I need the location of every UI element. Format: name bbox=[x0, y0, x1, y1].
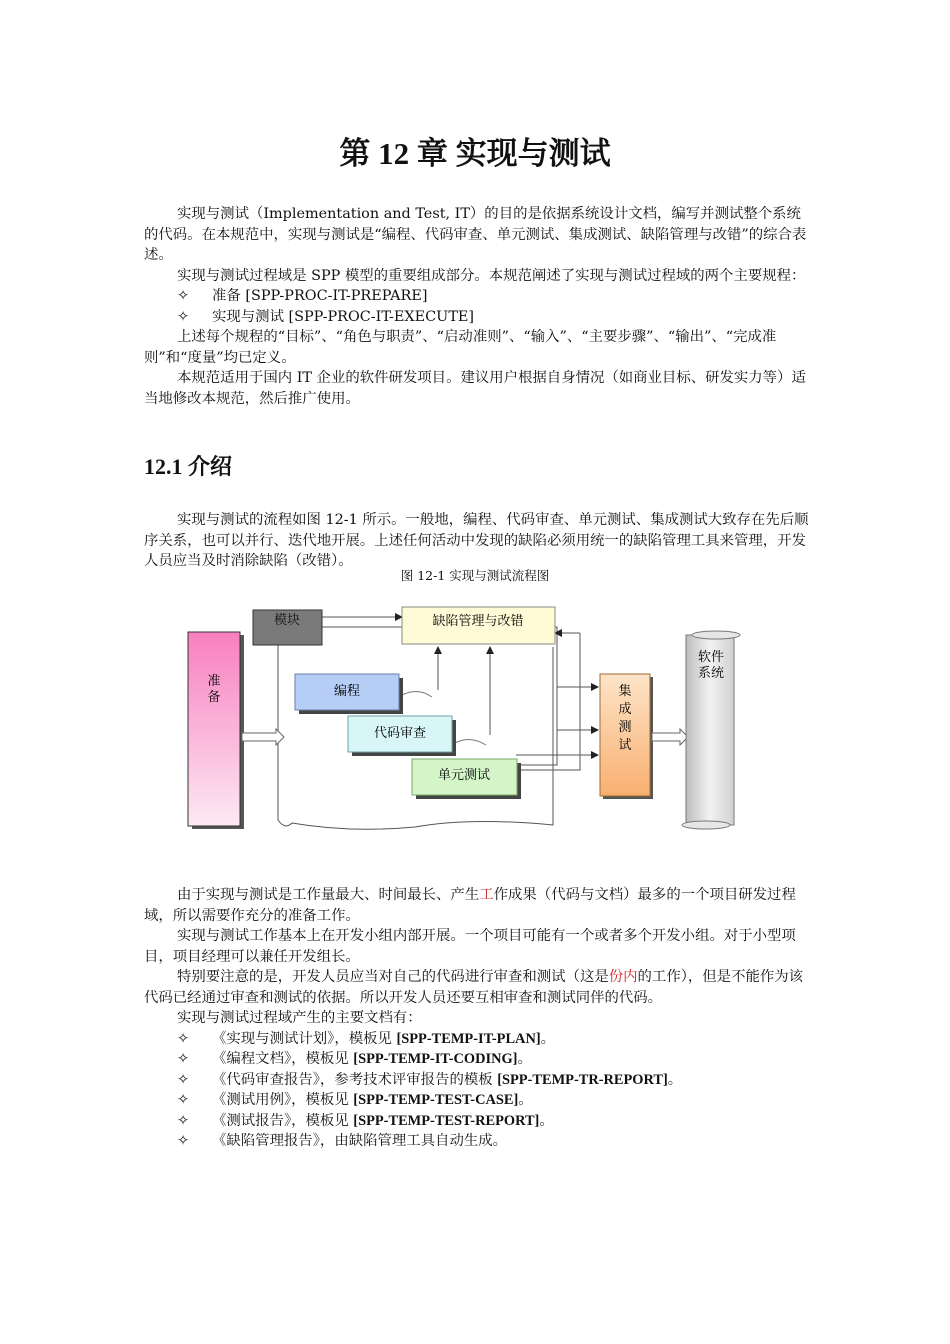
prepare-box bbox=[188, 632, 240, 826]
highlight-text: 工 bbox=[479, 887, 494, 903]
software-label-2: 系统 bbox=[697, 666, 725, 681]
highlight-text: 份内 bbox=[608, 969, 638, 985]
diamond-bullet-icon: ✧ bbox=[177, 1112, 190, 1129]
arrow-icon bbox=[242, 729, 284, 745]
prepare-label-1: 准 bbox=[207, 674, 221, 689]
scroll-bottom bbox=[682, 821, 730, 829]
review-label: 代码审查 bbox=[373, 726, 427, 741]
module-label: 模块 bbox=[273, 613, 301, 628]
body-block bbox=[144, 885, 809, 1152]
flow-diagram bbox=[150, 595, 760, 845]
doc-item: ✧ 《测试报告》，模板见 [SPP-TEMP-TEST-REPORT]。 bbox=[144, 1111, 809, 1132]
intro-paragraph-1: 实现与测试（Implementation and Test, IT）的目的是依据系统设计文档，编写并测试整个系统的代码。在本规范中，实现与测试是“编程、代码审查、单元测试、集成测试、缺陷管理与改错”的综合表述。 bbox=[144, 206, 807, 263]
diamond-bullet-icon: ✧ bbox=[177, 1071, 190, 1088]
intro-block bbox=[144, 204, 809, 409]
diamond-bullet-icon: ✧ bbox=[177, 1133, 190, 1149]
doc-item: ✧ 《代码审查报告》，参考技术评审报告的模板 [SPP-TEMP-TR-REPORT]。 bbox=[144, 1070, 809, 1091]
body-paragraph-2: 实现与测试工作基本上在开发小组内部开展。一个项目可能有一个或者多个开发小组。对于小型项目，项目经理可以兼任开发组长。 bbox=[144, 928, 796, 965]
section-paragraph: 实现与测试的流程如图 12-1 所示。一般地，编程、代码审查、单元测试、集成测试大致存在先后顺序关系，也可以并行、迭代地开展。上述任何活动中发现的缺陷必须用统一的缺陷管理工具来管理，开发人员应当及时消除缺陷（改错）。 bbox=[144, 512, 809, 569]
flow-arc bbox=[455, 739, 486, 745]
prepare-label-2: 备 bbox=[207, 690, 221, 705]
scroll-top bbox=[692, 631, 740, 639]
chapter-title: 第 12 章 实现与测试 bbox=[339, 136, 611, 171]
doc-item: ✧ 《实现与测试计划》，模板见 [SPP-TEMP-IT-PLAN]。 bbox=[144, 1029, 809, 1050]
software-label-1: 软件 bbox=[697, 650, 725, 665]
intro-paragraph-2: 实现与测试过程域是 SPP 模型的重要组成部分。本规范阐述了实现与测试过程域的两个主要规程： bbox=[177, 267, 806, 284]
body-paragraph-4: 实现与测试过程域产生的主要文档有： bbox=[177, 1010, 422, 1026]
doc-item: ✧ 《测试用例》，模板见 [SPP-TEMP-TEST-CASE]。 bbox=[144, 1090, 809, 1111]
bullet-prepare: ✧ 准备 [SPP-PROC-IT-PREPARE] bbox=[144, 286, 809, 307]
coding-label: 编程 bbox=[333, 684, 361, 699]
arrow-icon bbox=[652, 729, 688, 745]
integ-label-3: 测 bbox=[618, 720, 632, 735]
diamond-bullet-icon: ✧ bbox=[177, 1051, 190, 1067]
diamond-bullet-icon: ✧ bbox=[177, 308, 190, 325]
body-paragraph-1: 由于实现与测试是工作量最大、时间最长、产生工作成果（代码与文档）最多的一个项目研发过程域，所以需要作充分的准备工作。 bbox=[144, 887, 796, 924]
intro-paragraph-3: 上述每个规程的“目标”、“角色与职责”、“启动准则”、“输入”、“主要步骤”、“输出”、“完成准则”和“度量”均已定义。 bbox=[144, 329, 777, 366]
section-heading: 12.1 介绍 bbox=[144, 454, 233, 479]
doc-item: ✧ 《缺陷管理报告》，由缺陷管理工具自动生成。 bbox=[144, 1131, 809, 1152]
diamond-bullet-icon: ✧ bbox=[177, 288, 190, 304]
integ-label-4: 试 bbox=[618, 738, 632, 753]
section-intro-block bbox=[144, 510, 809, 572]
defect-label: 缺陷管理与改错 bbox=[432, 614, 524, 629]
integ-label-1: 集 bbox=[618, 684, 632, 699]
diamond-bullet-icon: ✧ bbox=[177, 1092, 190, 1108]
unit-label: 单元测试 bbox=[437, 768, 491, 783]
intro-paragraph-4: 本规范适用于国内 IT 企业的软件研发项目。建议用户根据自身情况（如商业目标、研发实力等）适当地修改本规范，然后推广使用。 bbox=[144, 370, 806, 407]
figure-caption: 图 12-1 实现与测试流程图 bbox=[400, 568, 550, 583]
doc-item: ✧ 《编程文档》，模板见 [SPP-TEMP-IT-CODING]。 bbox=[144, 1049, 809, 1070]
integ-label-2: 成 bbox=[618, 702, 632, 717]
diamond-bullet-icon: ✧ bbox=[177, 1030, 190, 1047]
body-paragraph-3: 特别要注意的是，开发人员应当对自己的代码进行审查和测试（这是份内的工作），但是不能作为该代码已经通过审查和测试的依据。所以开发人员还要互相审查和测试同伴的代码。 bbox=[144, 969, 804, 1006]
flow-arc bbox=[402, 691, 432, 697]
bullet-execute: ✧ 实现与测试 [SPP-PROC-IT-EXECUTE] bbox=[144, 307, 809, 328]
